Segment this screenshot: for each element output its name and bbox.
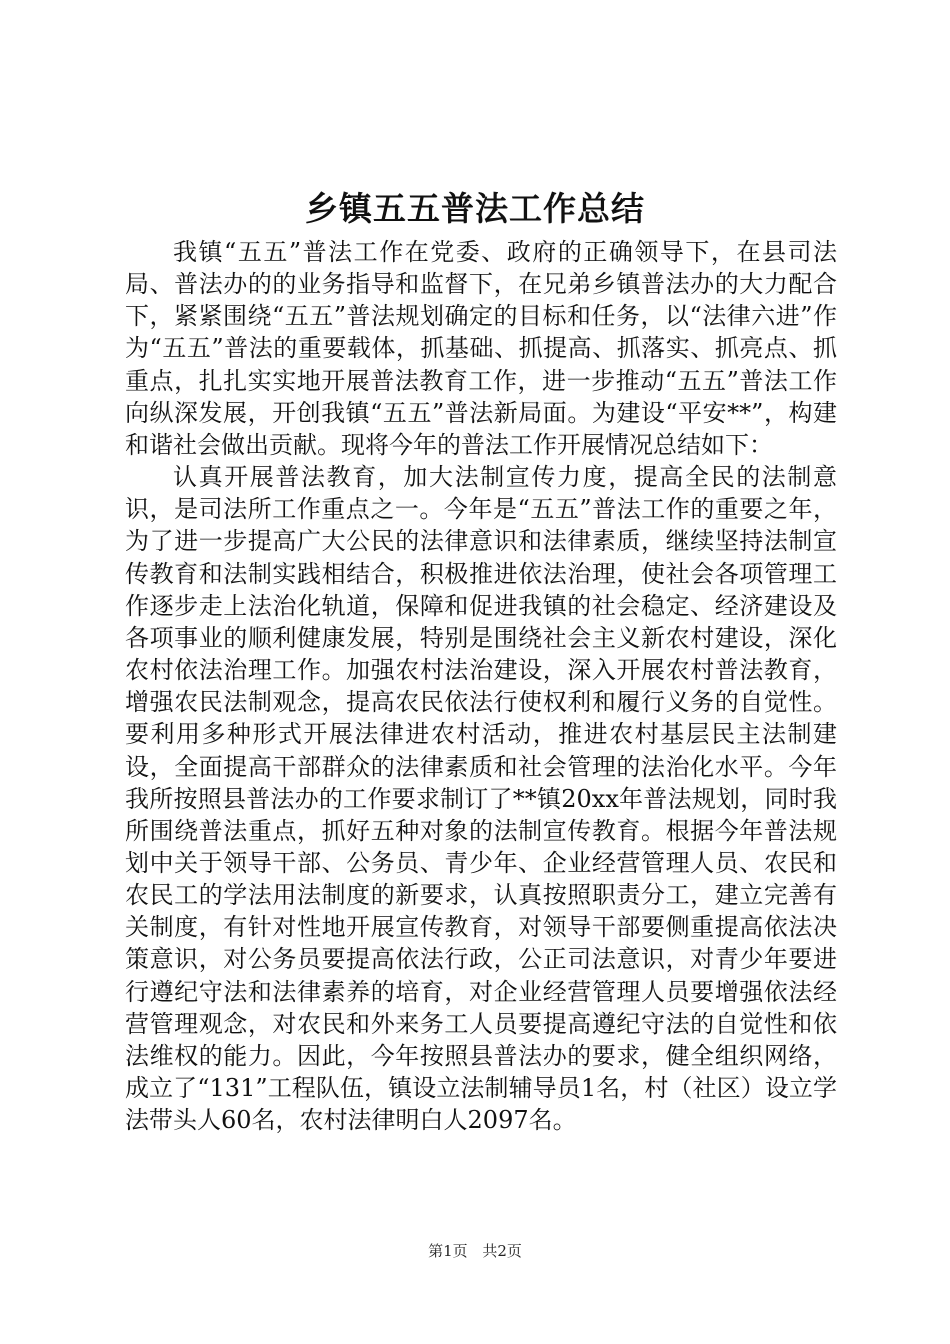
page-number: 第1页 [428,1242,468,1260]
document-title: 乡镇五五普法工作总结 [305,189,645,228]
paragraph-education: 认真开展普法教育，加大法制宣传力度，提高全民的法制意识，是司法所工作重点之一。今年是“五五”普法工作的重要之年，为了进一步提高广大公民的法律意识和法律素质，继续坚持法制宣传教育和法制实践相结合，积极推进依法治理，使社会各项管理工作逐步走上法治化轨道，保障和促进我镇的社会稳定、经济建设及各项事业的顺利健康发展，特别是围绕社会主义新农村建设，深化农村依法治理工作。加强农村法治建设，深入开展农村普法教育，增强农民法制观念，提高农民依法行使权利和履行义务的自觉性。要利用多种形式开展法律进农村活动，推进农村基层民主法制建设，全面提高干部群众的法律素质和社会管理的法治化水平。今年我所按照县普法办的工作要求制订了**镇20xx年普法规划，同时我所围绕普法重点，抓好五种对象的法制宣传教育。根据今年普法规划中关于领导干部、公务员、青少年、企业经营管理人员、农民和农民工的学法用法制度的新要求，认真按照职责分工，建立完善有关制度，有针对性地开展宣传教育，对领导干部要侧重提高依法决策意识，对公务员要提高依法行政，公正司法意识，对青少年要进行遵纪守法和法律素养的培育，对企业经营管理人员要增强依法经营管理观念，对农民和外来务工人员要提高遵纪守法的自觉性和依法维权的能力。因此，今年按照县普法办的要求，健全组织网络，成立了“131”工程队伍，镇设立法制辅导员1名，村（社区）设立学法带头人60名，农村法律明白人2097名。 [125,463,837,1135]
page-total: 共2页 [482,1242,522,1260]
page-footer [0,1240,950,1262]
document-body [125,236,837,1136]
paragraph-intro: 我镇“五五”普法工作在党委、政府的正确领导下，在县司法局、普法办的的业务指导和监督下，在兄弟乡镇普法办的大力配合下，紧紧围绕“五五”普法规划确定的目标和任务，以“法律六进”作为“五五”普法的重要载体，抓基础、抓提高、抓落实、抓亮点、抓重点，扎扎实实地开展普法教育工作，进一步推动“五五”普法工作向纵深发展，开创我镇“五五”普法新局面。为建设“平安**”，构建和谐社会做出贡献。现将今年的普法工作开展情况总结如下： [125,238,837,459]
